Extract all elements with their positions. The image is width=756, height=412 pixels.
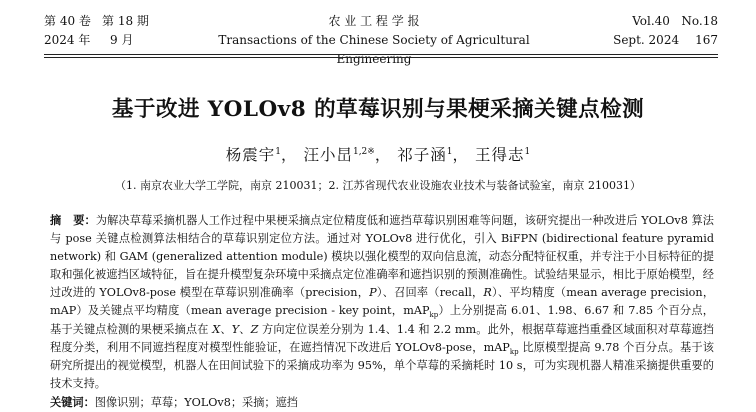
abstract-symbol: R	[483, 286, 492, 300]
abstract-subscript: kp	[429, 311, 439, 320]
abstract-symbol: X	[212, 322, 221, 336]
author-name: 汪小旵	[303, 146, 353, 164]
affiliations: （1. 南京农业大学工学院，南京 210031；2. 江苏省现代农业设施农业技术与装备试验室，南京 210031）	[115, 179, 641, 192]
abstract-text: 、	[239, 322, 251, 336]
year-label: 2024 年	[44, 33, 91, 47]
abstract-text: 为解决草莓采摘机器人工作过程中果梗采摘点定位精度低和遮挡草莓识别困难等问题，该研究提出一种改进后 YOLOv8 算法与 pose 关键点检测算法相结合的草莓识别定位方法。通过对 YOLOv8 进行优化，引入 BiFPN (bidirectional feature pyramid network) 和 GAM (generalized attention module) 模块以强化模型的双向信息流，动态分配特征权重，并专注于小目标特征的提取和强化被遮挡区域特征，旨在提升模型复杂环境中采摘点定位准确率和遮挡识别的预测准确性。试验结果显示，相比于原始模型，经过改进的 YOLOv8-pose 模型在草莓识别准确率（precision，	[50, 214, 714, 300]
abstract-text: ）上分别提高 6.01、1.98、6.67 和 7.85 个百分点，基于关键点检测的果梗采摘点在	[50, 304, 714, 336]
abstract-subscript: kp	[509, 347, 519, 356]
abstract-text: ）、召回率（recall，	[376, 286, 484, 300]
month-label: 9 月	[110, 33, 134, 47]
author-name: 杨震宇	[225, 146, 276, 164]
keywords	[50, 394, 714, 411]
header-rule-thick	[44, 54, 718, 55]
header-volume-block	[44, 12, 194, 50]
author-separator: ，	[374, 146, 392, 164]
abstract-symbol: Z	[250, 322, 259, 336]
author-separator: ，	[452, 146, 470, 164]
abstract-text: 比原模型提高 9.78 个百分点。基于该研究所提出的视觉模型，机器人在田间试验下的采摘成功率为 95%，单个草莓的采摘耗时 10 s，可为实现机器人精准采摘提供重要的技术支持。	[50, 340, 714, 390]
abstract	[50, 211, 714, 393]
vol-no-label: Vol.40 No.18	[632, 14, 718, 28]
abstract-symbol: Y	[231, 322, 240, 336]
author-name: 王得志	[474, 146, 525, 164]
issue-label: 第 18 期	[102, 14, 149, 28]
journal-name-cn: 农 业 工 程 学 报	[328, 14, 420, 28]
author-affiliation-mark: 1	[446, 146, 453, 157]
issue-date: Sept. 2024	[613, 33, 680, 47]
author-affiliation-mark: 1,2※	[352, 146, 375, 157]
header-rule-thin	[44, 57, 718, 58]
journal-name-en: Transactions of the Chinese Society of Agricultural Engineering	[218, 33, 530, 66]
author-affiliation-mark: 1	[275, 146, 281, 157]
author-affiliation-mark: 1	[524, 146, 531, 157]
abstract-symbol: P	[369, 286, 377, 300]
keywords-text: 图像识别；草莓；YOLOv8；采摘；遮挡	[94, 396, 298, 409]
paper-title: 基于改进 YOLOv8 的草莓识别与果梗采摘关键点检测	[111, 97, 645, 122]
header-journal-name	[204, 12, 544, 69]
author-separator: ，	[281, 146, 298, 164]
abstract-text: ）、平均精度（mean average precision，mAP）及关键点平均精度（mean average precision - key point，mAP	[50, 286, 715, 318]
volume-label: 第 40 卷	[44, 14, 91, 28]
page-number: 167	[695, 33, 718, 47]
author-list	[0, 143, 756, 165]
author-name: 祁子涵	[397, 146, 447, 164]
journal-header	[44, 12, 718, 66]
keywords-label: 关键词：	[50, 395, 95, 409]
abstract-text: 方向定位误差分别为 1.4、1.4 和 2.2 mm。此外，根据草莓遮挡重叠区域面积对草莓遮挡程度分类，利用不同遮挡程度对模型性能验证，在遮挡情况下改进后 YOLOv8-pose，mAP	[50, 322, 714, 354]
header-issue-block	[558, 12, 718, 50]
abstract-text: 、	[220, 322, 232, 336]
abstract-label: 摘 要：	[50, 213, 96, 227]
